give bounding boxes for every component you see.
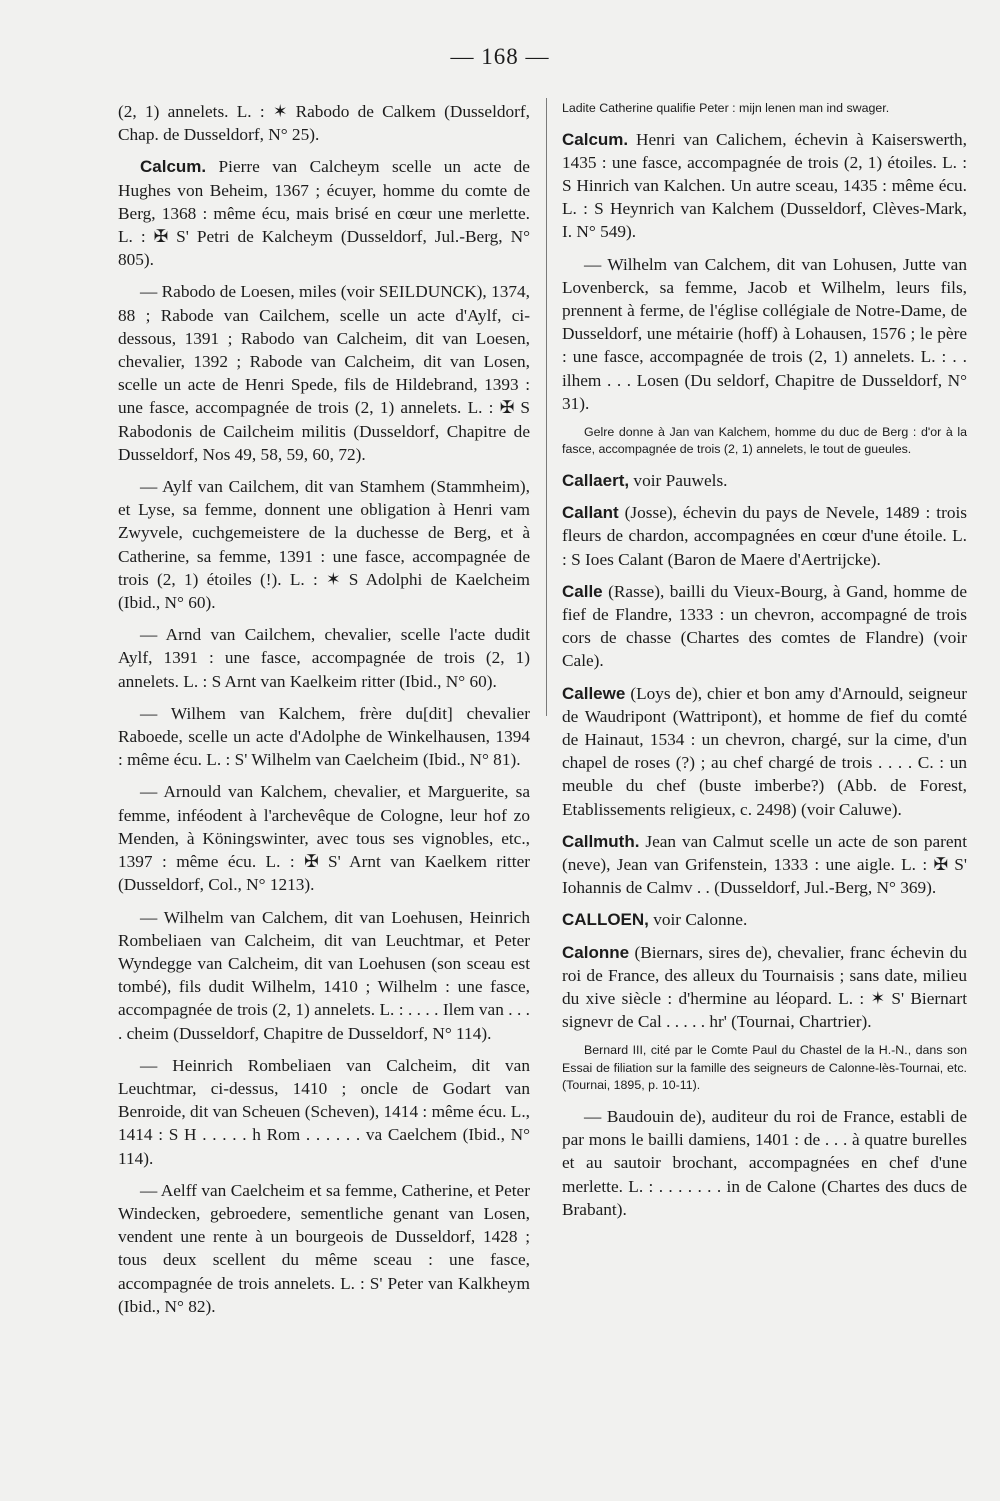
entry-arnould <box>118 780 530 896</box>
entry-text: — Rabodo de Loesen, miles (voir SEILDUNCK), 1374, 88 ; Rabode van Cailchem, scelle un acte d'Aylf, ci-dessous, 1391 ; Rabodo van Calcheim, dit van Loesen, chevalier, 1392 ; Rabode van Calcheim, dit van Losen, scelle un acte de Henri Spede, fils de Hildebrand, 1393 : une fasce, accompagnée de trois (2, 1) annelets. L. : ✠ S Rabodonis de Cailcheim militis (Dusseldorf, Chapitre de Dusseldorf, Nos 49, 58, 59, 60, 72). <box>118 282 530 464</box>
entry-baudouin <box>562 1105 967 1221</box>
entry-text: — Wilhem van Kalchem, frère du[dit] chevalier Raboede, scelle un acte d'Adolphe de Winkelhausen, 1394 : même écu. L. : S' Wilhelm van Caelcheim (Ibid., N° 81). <box>118 703 530 770</box>
entry-text: voir Calonne. <box>653 910 748 930</box>
left-column <box>118 100 530 1327</box>
entry-callmuth <box>562 830 967 900</box>
entry-text: — Wilhelm van Calchem, dit van Lohusen, Jutte van Lovenberck, sa femme, Jacob et Wilhelm, leurs fils, prennent à ferme, de l'église collégiale de Notre-Dame, de Dusseldorf, une métairie (hoff) à Lohausen, 1576 ; le père : une fasce, accompagnée de trois (2, 1) annelets. L. : . . ilhem . . . Losen (Du seldorf, Chapitre de Dusseldorf, N° 31). <box>562 254 967 413</box>
entry-calloen <box>562 908 967 931</box>
entry-continuation <box>118 100 530 146</box>
entry-lead: Calonne <box>562 942 630 962</box>
entry-wilhelm <box>118 906 530 1045</box>
entry-arnd <box>118 623 530 693</box>
entry-lead: Callmuth. <box>562 831 640 851</box>
entry-aelff <box>118 1179 530 1318</box>
entry-text: (Biernars, sires de), chevalier, franc échevin du roi de France, des alleux du Tournaisis ; sans date, milieu du xive siècle : d'hermine au léopard. L. : ✶ S' Biernart signevr de Cal . . . . . hr' (Tournai, Chartrier). <box>562 942 967 1032</box>
entry-lead: Calcum. <box>140 157 207 177</box>
entry-text: — Arnd van Cailchem, chevalier, scelle l'acte dudit Aylf, 1391 : une fasce, accompagnée de trois (2, 1) annelets. L. : S Arnt van Kaelkeim ritter (Ibid., N° 60). <box>118 625 530 691</box>
footnote: Ladite Catherine qualifie Peter : mijn lenen man ind swager. <box>562 101 890 115</box>
entry-lead: Calle <box>562 581 603 601</box>
entry-text: (Loys de), chier et bon amy d'Arnould, seigneur de Waudripont (Wattripont), et homme de fief du comté de Hainaut, 1534 : un chevron, chargé, sur la cime, d'un chapel de roses (?) ; au chef chargé de trois . . . . C. : un meuble du chef (buste imberbe?) (Abb. de Forest, Etablissements religieux, c. 2498) (voir Caluwe). <box>562 683 967 819</box>
entry-callaert <box>562 469 967 492</box>
entry-calcum-henri <box>562 128 967 244</box>
entry-rabodo <box>118 280 530 466</box>
entry-text: — Aelff van Caelcheim et sa femme, Catherine, et Peter Windecken, gebroedere, sementliche genant van Losen, vendent une rente à un bourgeois de Dusseldorf, 1428 ; tous deux scellent du même sceau : une fasce, accompagnée de trois annelets. L. : S' Peter van Kalkheym (Ibid., N° 82). <box>118 1180 530 1316</box>
entry-lead: Callewe <box>562 683 626 703</box>
entry-text: (2, 1) annelets. L. : ✶ Rabodo de Calkem (Dusseldorf, Chap. de Dusseldorf, N° 25). <box>118 102 530 145</box>
page-number: — 168 — <box>450 44 550 69</box>
entry-text: — Wilhelm van Calchem, dit van Loehusen, Heinrich Rombeliaen van Calcheim, dit van Leuchtmar, et Peter Wyndegge van Calcheim, dit van Loehusen (son sceau est tombé), fils dudit Wilhelm, 1410 ; Wilhelm : une fasce, accompagnée de trois (2, 1) annelets. L. : . . . . Ilem van . . . . cheim (Dusseldorf, Chapitre de Dusseldorf, N° 114). <box>118 907 530 1043</box>
entry-lead: Callant <box>562 503 619 523</box>
entry-lead: Calcum. <box>562 129 629 149</box>
entry-text: — Baudouin de), auditeur du roi de France, establi de par mons le bailli damiens, 1401 : de . . . à quatre burelles et au sautoir brochant, accompagnées en chef d'une merlette. L. : . . . . . . . in de Calone (Chartes des ducs de Brabant). <box>562 1106 967 1219</box>
entry-wilhelm-lohusen <box>562 253 967 415</box>
entry-wilhem <box>118 702 530 772</box>
right-column <box>562 100 967 1230</box>
footnote: Gelre donne à Jan van Kalchem, homme du duc de Berg : d'or à la fasce, accompagnée de trois (2, 1) annelets, le tout de gueules. <box>562 424 967 457</box>
entry-text: — Heinrich Rombeliaen van Calcheim, dit van Leuchtmar, ci-dessus, 1410 ; oncle de Godart van Benroide, dit van Scheuen (Scheven), 1414 : même écu. L., 1414 : S H . . . . . h Rom . . . . . . va Caelchem (Ibid., N° 114). <box>118 1055 530 1168</box>
entry-aylf <box>118 475 530 614</box>
entry-text: — Aylf van Cailchem, dit van Stamhem (Stammheim), et Lyse, sa femme, donnent une obligation à Henri vam Zwyvele, cuchgemeistere de la duchesse de Berg, et à Catherine, sa femme, 1391 : une fasce, accompagnée de trois (2, 1) étoiles (!). L. : ✶ S Adolphi de Kaelcheim (Ibid., N° 60). <box>118 477 530 613</box>
entry-heinrich <box>118 1054 530 1170</box>
entry-text: voir Pauwels. <box>633 470 728 490</box>
entry-callant <box>562 501 967 571</box>
entry-text: Henri van Calichem, échevin à Kaiserswerth, 1435 : une fasce, accompagnée de trois (2, 1) étoiles. L. : S Hinrich van Kalchen. Un autre sceau, 1435 : même écu. L. : S Heynrich van Kalchem (Dusseldorf, Clèves-Mark, I. N° 549). <box>562 129 967 242</box>
entry-calle <box>562 580 967 673</box>
entry-calonne <box>562 941 967 1034</box>
column-divider <box>546 98 547 716</box>
entry-text: (Josse), échevin du pays de Nevele, 1489 : trois fleurs de chardon, accompagnées en cœur d'une étoile. L. : S Ioes Calant (Baron de Maere d'Aertrijcke). <box>562 503 967 569</box>
entry-calcum-pierre <box>118 155 530 271</box>
entry-lead: Callaert, <box>562 470 630 490</box>
entry-text: Pierre van Calcheym scelle un acte de Hughes von Beheim, 1367 ; écuyer, homme du comte de Berg, 1368 : même écu, mais brisé en cœur une merlette. L. : ✠ S' Petri de Kalcheym (Dusseldorf, Jul.-Berg, N° 805). <box>118 157 530 270</box>
footnote: Bernard III, cité par le Comte Paul du Chastel de la H.-N., dans son Essai de filiation sur la famille des seigneurs de Calonne-lès-Tournai, etc. (Tournai, 1895, p. 10-11). <box>562 1043 967 1093</box>
entry-text: (Rasse), bailli du Vieux-Bourg, à Gand, homme de fief de Flandre, 1333 : un chevron, accompagné de trois cors de chasse (Chartes des comtes de Flandre) (voir Cale). <box>562 581 967 671</box>
entry-text: — Arnould van Kalchem, chevalier, et Marguerite, sa femme, inféodent à l'archevêque de Cologne, leur hof zo Menden, à Köningswinter, avec tous ses vignobles, etc., 1397 : même écu. L. : ✠ S' Arnt van Kaelkem ritter (Dusseldorf, Col., N° 1213). <box>118 782 530 895</box>
entry-callewe <box>562 682 967 821</box>
entry-text: Jean van Calmut scelle un acte de son parent (neve), Jean van Grifenstein, 1333 : une aigle. L. : ✠ S' Iohannis de Calmv . . (Dusseldorf, Jul.-Berg, N° 369). <box>562 831 967 898</box>
entry-lead: CALLOEN, <box>562 910 649 930</box>
